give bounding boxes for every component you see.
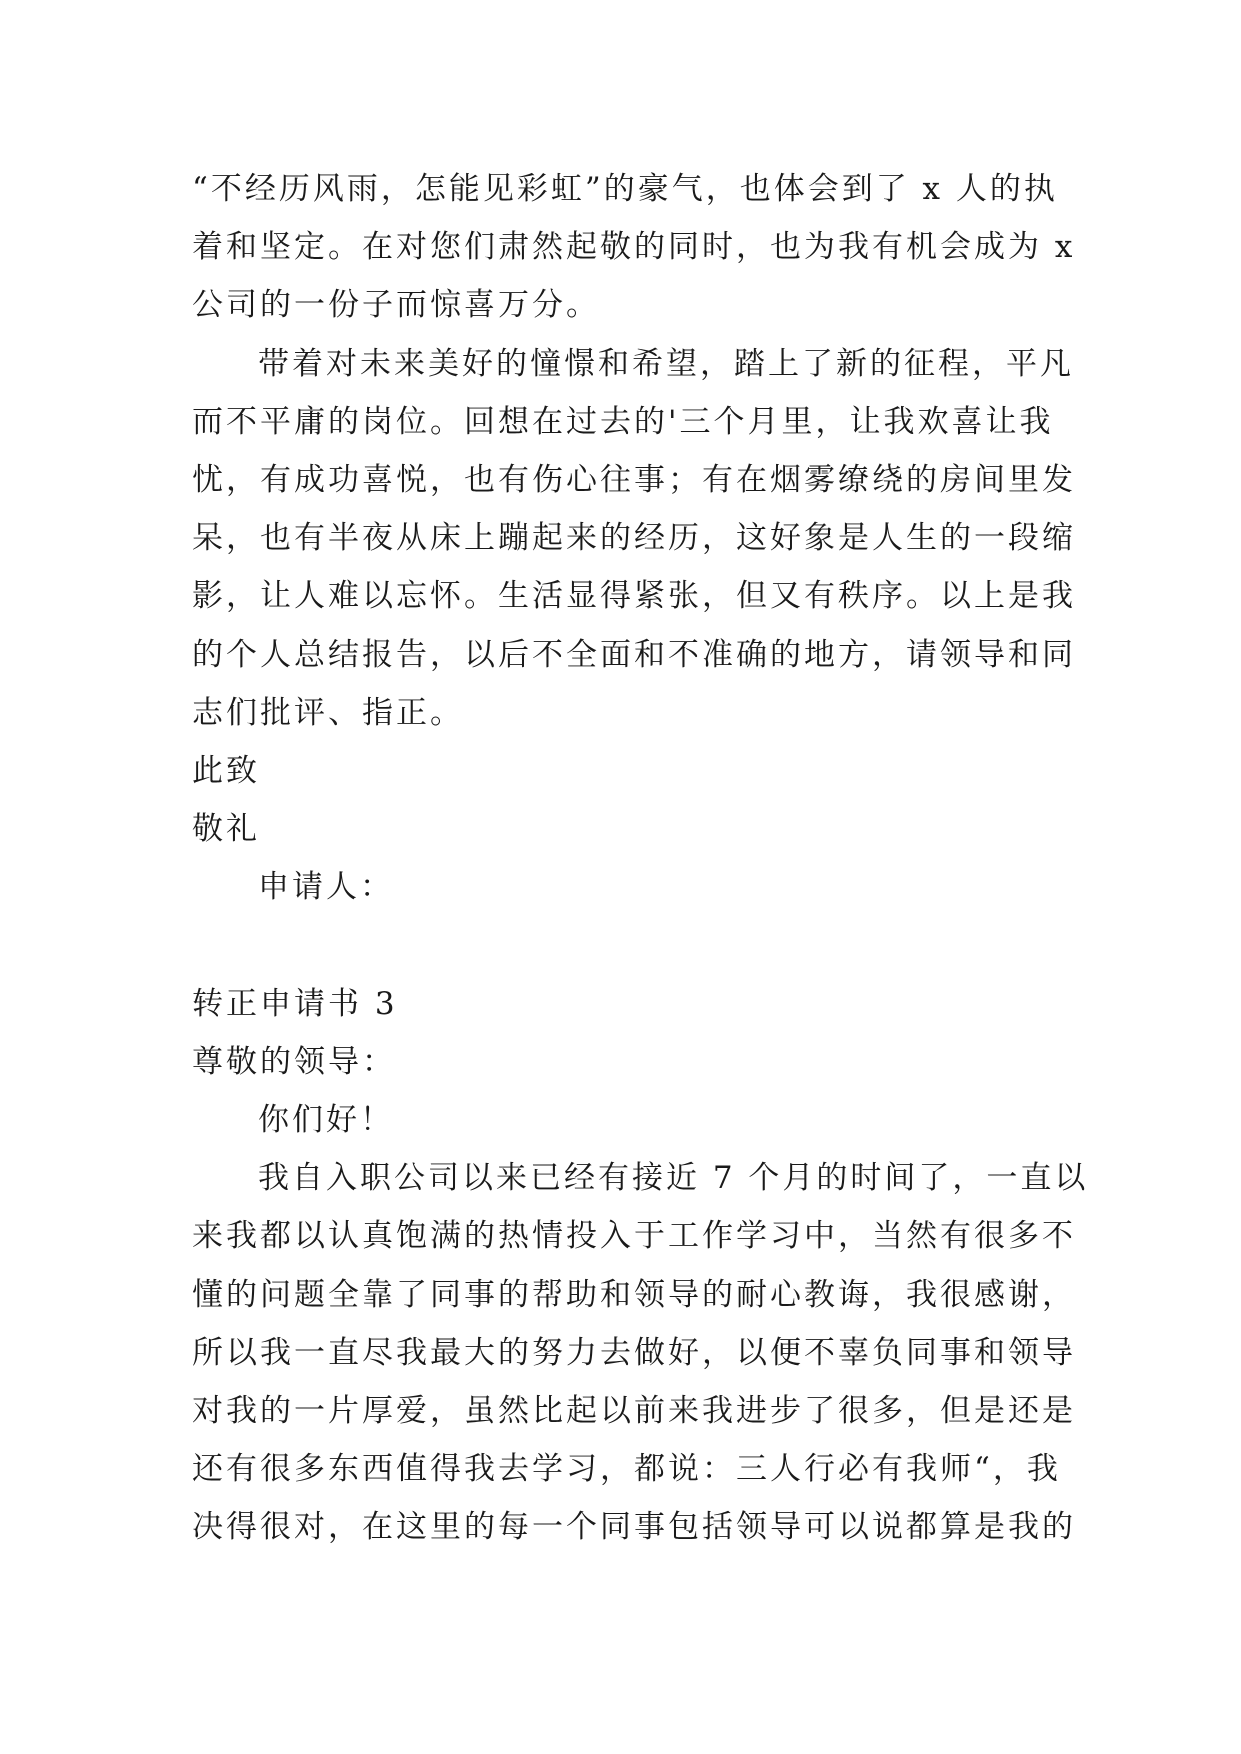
text-line: 还有很多东西值得我去学习，都说：三人行必有我师“，我 (192, 1451, 1061, 1488)
text-line: 忧，有成功喜悦，也有伤心往事；有在烟雾缭绕的房间里发 (192, 461, 1076, 498)
text-line: 所以我一直尽我最大的努力去做好，以便不辜负同事和领导 (192, 1334, 1076, 1371)
text-line: 我自入职公司以来已经有接近 7 个月的时间了，一直以 (258, 1160, 1089, 1197)
text-line: 的个人总结报告，以后不全面和不准确的地方，请领导和同 (192, 636, 1076, 673)
text-line: 而不平庸的岗位。回想在过去的'三个月里，让我欢喜让我 (192, 403, 1054, 440)
blank-line (192, 916, 1060, 974)
applicant-line: 申请人： (258, 869, 394, 906)
closing-line: 此致 (192, 752, 260, 789)
text-line: 影，让人难以忘怀。生活显得紧张，但又有秩序。以上是我 (192, 578, 1076, 615)
greeting: 你们好！ (258, 1102, 394, 1138)
text-line: 来我都以认真饱满的热情投入于工作学习中，当然有很多不 (192, 1218, 1076, 1255)
text-line: “不经历风雨，怎能见彩虹”的豪气，也体会到了 x 人的执 (192, 171, 1058, 207)
salutation: 尊敬的领导： (192, 1043, 396, 1080)
text-line: 呆，也有半夜从床上蹦起来的经历，这好象是人生的一段缩 (192, 520, 1076, 557)
text-line: 懂的问题全靠了同事的帮助和领导的耐心教诲，我很感谢， (192, 1276, 1076, 1313)
text-line: 志们批评、指正。 (192, 694, 464, 731)
text-line: 带着对未来美好的憧憬和希望，踏上了新的征程，平凡 (258, 345, 1074, 382)
closing-line: 敬礼 (192, 811, 260, 848)
text-line: 着和坚定。在对您们肃然起敬的同时，也为我有机会成为 x (192, 229, 1076, 266)
text-line: 公司的一份子而惊喜万分。 (192, 287, 600, 324)
text-line: 决得很对，在这里的每一个同事包括领导可以说都算是我的 (192, 1509, 1076, 1546)
document-body (192, 160, 1089, 1557)
section-title: 转正申请书 3 (192, 985, 398, 1022)
text-line: 对我的一片厚爱，虽然比起以前来我进步了很多，但是还是 (192, 1392, 1076, 1429)
